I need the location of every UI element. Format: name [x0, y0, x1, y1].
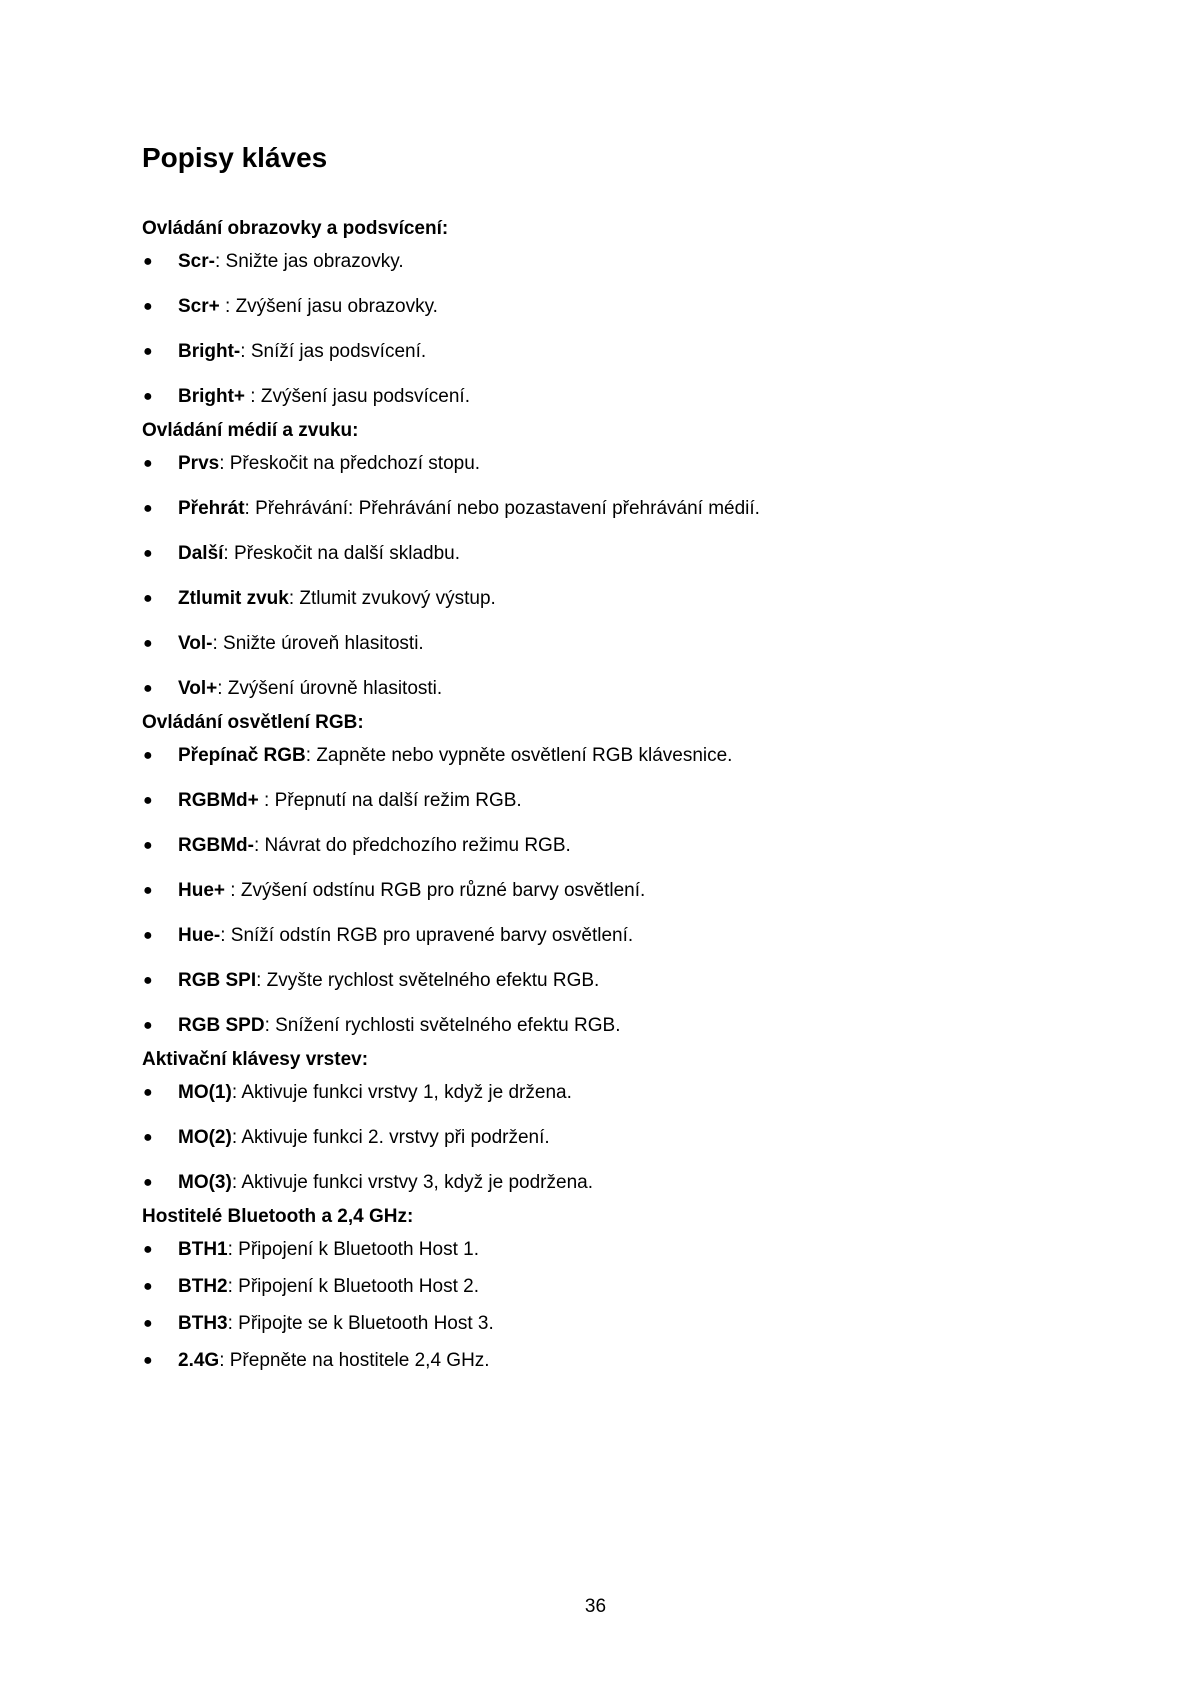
key-name: Scr+	[178, 296, 220, 317]
bullet-icon: ●	[143, 1017, 153, 1034]
list-item	[142, 1274, 1062, 1299]
bullet-icon: ●	[143, 747, 153, 764]
bullet-icon: ●	[143, 1241, 153, 1258]
list-item	[142, 451, 1062, 476]
list-item	[142, 541, 1062, 566]
key-description: : Ztlumit zvukový výstup.	[288, 588, 496, 609]
section-heading: Ovládání obrazovky a podsvícení:	[142, 218, 449, 239]
list-item	[142, 1080, 1062, 1105]
bullet-icon: ●	[143, 500, 153, 517]
list-item	[142, 968, 1062, 993]
list-item	[142, 249, 1062, 274]
page-title: Popisy kláves	[142, 142, 328, 173]
bullet-icon: ●	[143, 1278, 153, 1295]
key-description: : Snižte úroveň hlasitosti.	[212, 633, 424, 654]
key-description: : Zvyšte rychlost světelného efektu RGB.	[256, 970, 600, 991]
bullet-icon: ●	[143, 972, 153, 989]
section-heading: Aktivační klávesy vrstev:	[142, 1049, 369, 1070]
list-item	[142, 1311, 1062, 1336]
key-description: : Zvýšení odstínu RGB pro různé barvy osvětlení.	[225, 880, 646, 901]
bullet-icon: ●	[143, 455, 153, 472]
bullet-icon: ●	[143, 1129, 153, 1146]
key-description: : Přeskočit na předchozí stopu.	[219, 453, 481, 474]
key-list	[142, 1080, 1062, 1195]
key-description: : Snižte jas obrazovky.	[214, 251, 404, 272]
bullet-icon: ●	[143, 1174, 153, 1191]
list-item	[142, 586, 1062, 611]
bullet-icon: ●	[143, 298, 153, 315]
bullet-icon: ●	[143, 792, 153, 809]
key-description: : Zvýšení jasu obrazovky.	[219, 296, 438, 317]
list-item	[142, 631, 1062, 656]
list-item	[142, 878, 1062, 903]
key-name: BTH1	[178, 1239, 228, 1260]
key-name: BTH3	[178, 1313, 228, 1334]
key-description: : Přeskočit na další skladbu.	[223, 543, 460, 564]
bullet-icon: ●	[143, 388, 153, 405]
list-item	[142, 339, 1062, 364]
key-description: : Připojte se k Bluetooth Host 3.	[227, 1313, 494, 1334]
page-number: 36	[584, 1596, 607, 1617]
section-heading: Hostitelé Bluetooth a 2,4 GHz:	[142, 1206, 414, 1227]
key-description: : Návrat do předchozího režimu RGB.	[253, 835, 571, 856]
list-item	[142, 743, 1062, 768]
key-description: : Připojení k Bluetooth Host 1.	[227, 1239, 479, 1260]
bullet-icon: ●	[143, 837, 153, 854]
bullet-icon: ●	[143, 1315, 153, 1332]
list-item	[142, 1348, 1062, 1373]
bullet-icon: ●	[143, 590, 153, 607]
key-description: : Aktivuje funkci vrstvy 1, když je držena.	[231, 1082, 572, 1103]
bullet-icon: ●	[143, 253, 153, 270]
key-description: : Snížení rychlosti světelného efektu RGB.	[264, 1015, 621, 1036]
key-name: MO(1)	[178, 1082, 232, 1103]
key-description: : Připojení k Bluetooth Host 2.	[227, 1276, 479, 1297]
section-heading: Ovládání osvětlení RGB:	[142, 712, 364, 733]
list-item	[142, 1170, 1062, 1195]
key-name: RGBMd+	[178, 790, 259, 811]
key-name: Přepínač RGB	[178, 745, 306, 766]
bullet-icon: ●	[143, 680, 153, 697]
list-item	[142, 294, 1062, 319]
bullet-icon: ●	[143, 1352, 153, 1369]
page-content	[142, 140, 1062, 1385]
key-description: : Sníží jas podsvícení.	[240, 341, 427, 362]
key-name: RGB SPI	[178, 970, 257, 991]
section-bluetooth-hosts	[142, 1204, 1062, 1373]
key-description: : Aktivuje funkci vrstvy 3, když je podržena.	[231, 1172, 593, 1193]
bullet-icon: ●	[143, 635, 153, 652]
section-media-audio	[142, 418, 1062, 701]
key-name: RGBMd-	[178, 835, 254, 856]
key-name: Bright-	[178, 341, 241, 362]
bullet-icon: ●	[143, 882, 153, 899]
section-layer-keys	[142, 1047, 1062, 1195]
list-item	[142, 788, 1062, 813]
bullet-icon: ●	[143, 545, 153, 562]
key-description: : Sníží odstín RGB pro upravené barvy osvětlení.	[220, 925, 634, 946]
list-item	[142, 1237, 1062, 1262]
key-description: : Aktivuje funkci 2. vrstvy při podržení.	[231, 1127, 550, 1148]
key-description: : Přepnutí na další režim RGB.	[258, 790, 522, 811]
key-name: RGB SPD	[178, 1015, 265, 1036]
bullet-icon: ●	[143, 1084, 153, 1101]
key-name: Vol+	[178, 678, 218, 699]
key-name: MO(2)	[178, 1127, 232, 1148]
key-name: 2.4G	[178, 1350, 220, 1371]
bullet-icon: ●	[143, 927, 153, 944]
key-list	[142, 1237, 1062, 1373]
section-heading: Ovládání médií a zvuku:	[142, 420, 359, 441]
key-name: Vol-	[178, 633, 213, 654]
key-name: Hue-	[178, 925, 221, 946]
list-item	[142, 1013, 1062, 1038]
key-name: Bright+	[178, 386, 246, 407]
list-item	[142, 384, 1062, 409]
section-display-backlight	[142, 216, 1062, 409]
key-list	[142, 743, 1062, 1038]
list-item	[142, 496, 1062, 521]
key-name: Další	[178, 543, 224, 564]
key-description: : Zvýšení úrovně hlasitosti.	[217, 678, 443, 699]
list-item	[142, 833, 1062, 858]
key-description: : Zapněte nebo vypněte osvětlení RGB klávesnice.	[305, 745, 733, 766]
key-name: Přehrát	[178, 498, 245, 519]
key-name: Prvs	[178, 453, 220, 474]
list-item	[142, 676, 1062, 701]
list-item	[142, 1125, 1062, 1150]
key-name: Scr-	[178, 251, 215, 272]
key-list	[142, 249, 1062, 409]
key-name: Ztlumit zvuk	[178, 588, 289, 609]
key-name: BTH2	[178, 1276, 228, 1297]
key-description: : Přehrávání: Přehrávání nebo pozastavení přehrávání médií.	[244, 498, 760, 519]
section-rgb-lighting	[142, 710, 1062, 1038]
list-item	[142, 923, 1062, 948]
key-name: Hue+	[178, 880, 225, 901]
bullet-icon: ●	[143, 343, 153, 360]
key-list	[142, 451, 1062, 701]
key-description: : Přepněte na hostitele 2,4 GHz.	[219, 1350, 490, 1371]
key-name: MO(3)	[178, 1172, 232, 1193]
key-description: : Zvýšení jasu podsvícení.	[245, 386, 470, 407]
